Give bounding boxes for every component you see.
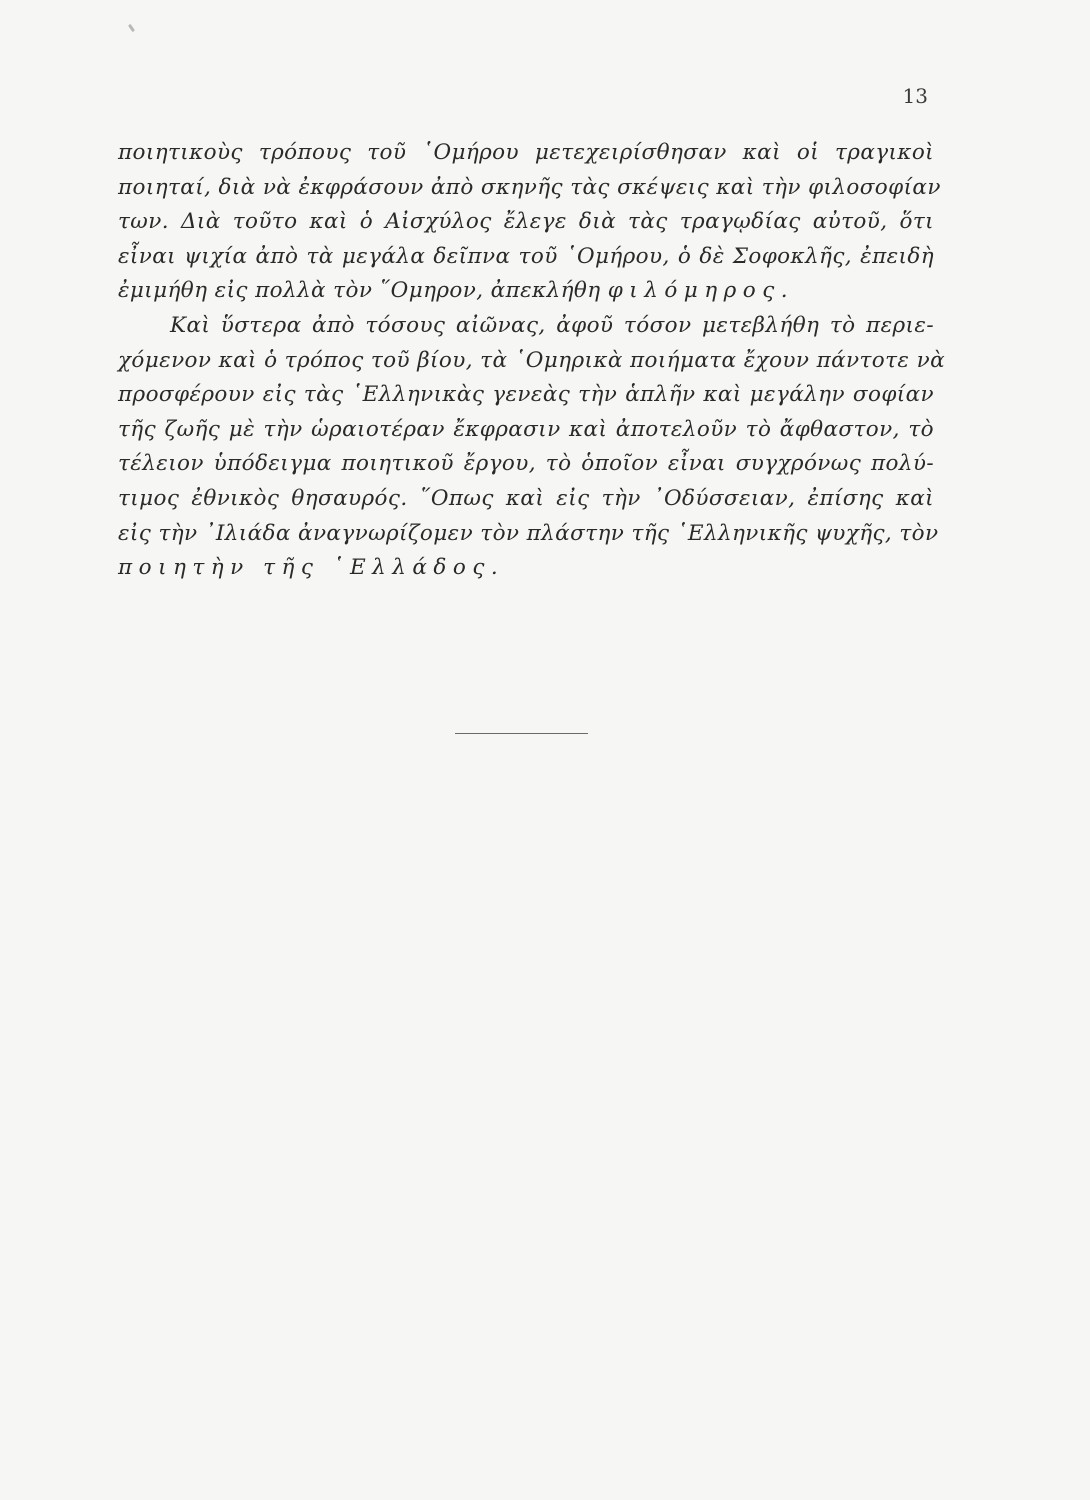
page-number: 13 <box>902 84 928 108</box>
text-line: εἶναι ψιχία ἀπὸ τὰ μεγάλα δεῖπνα τοῦ ῾Ομήρου, ὁ δὲ Σοφοκλῆς, ἐπειδὴ <box>118 243 934 269</box>
body-text <box>118 136 945 586</box>
text-line: προσφέρουν εἰς τὰς ῾Ελληνικὰς γενεὰς τὴν ἁπλῆν καὶ μεγάλην σοφίαν <box>118 382 934 408</box>
text-line: Καὶ ὕστερα ἀπὸ τόσους αἰῶνας, ἀφοῦ τόσον μετεβλήθη τὸ περιε- <box>170 312 934 338</box>
text-line <box>118 274 934 309</box>
text-line: τῆς ζωῆς μὲ τὴν ὡραιοτέραν ἔκφρασιν καὶ ἀποτελοῦν τὸ ἄφθαστον, τὸ <box>118 416 934 442</box>
section-divider <box>455 733 588 734</box>
spaced-phrase-poet-of-greece: ποιητὴν τῆς ῾Ελλάδος. <box>118 555 505 581</box>
text-line: των. Διὰ τοῦτο καὶ ὁ Αἰσχύλος ἔλεγε διὰ τὰς τραγῳδίας αὐτοῦ, ὅτι <box>118 209 934 235</box>
text-line: τιμος ἐθνικὸς θησαυρός. ῞Οπως καὶ εἰς τὴν ᾿Οδύσσειαν, ἐπίσης καὶ <box>118 485 934 511</box>
spaced-word-philomeros: φιλόμηρος. <box>607 278 795 304</box>
text-line <box>118 551 934 586</box>
text-line: ποιητικοὺς τρόπους τοῦ ῾Ομήρου μετεχειρίσθησαν καὶ οἱ τραγικοὶ <box>118 140 934 165</box>
text-line: τέλειον ὑπόδειγμα ποιητικοῦ ἔργου, τὸ ὁποῖον εἶναι συγχρόνως πολύ- <box>118 451 934 477</box>
text-line-prefix: ἐμιμήθη εἰς πολλὰ τὸν ῞Ομηρον, ἀπεκλήθη <box>118 278 608 304</box>
text-line: χόμενον καὶ ὁ τρόπος τοῦ βίου, τὰ ῾Ομηρικὰ ποιήματα ἔχουν πάντοτε νὰ <box>118 347 945 373</box>
text-line: εἰς τὴν ᾿Ιλιάδα ἀναγνωρίζομεν τὸν πλάστην τῆς ῾Ελληνικῆς ψυχῆς, τὸν <box>118 520 939 546</box>
paper-speck <box>128 24 135 32</box>
text-line: ποιηταί, διὰ νὰ ἐκφράσουν ἀπὸ σκηνῆς τὰς σκέψεις καὶ τὴν φιλοσοφίαν <box>118 174 941 200</box>
